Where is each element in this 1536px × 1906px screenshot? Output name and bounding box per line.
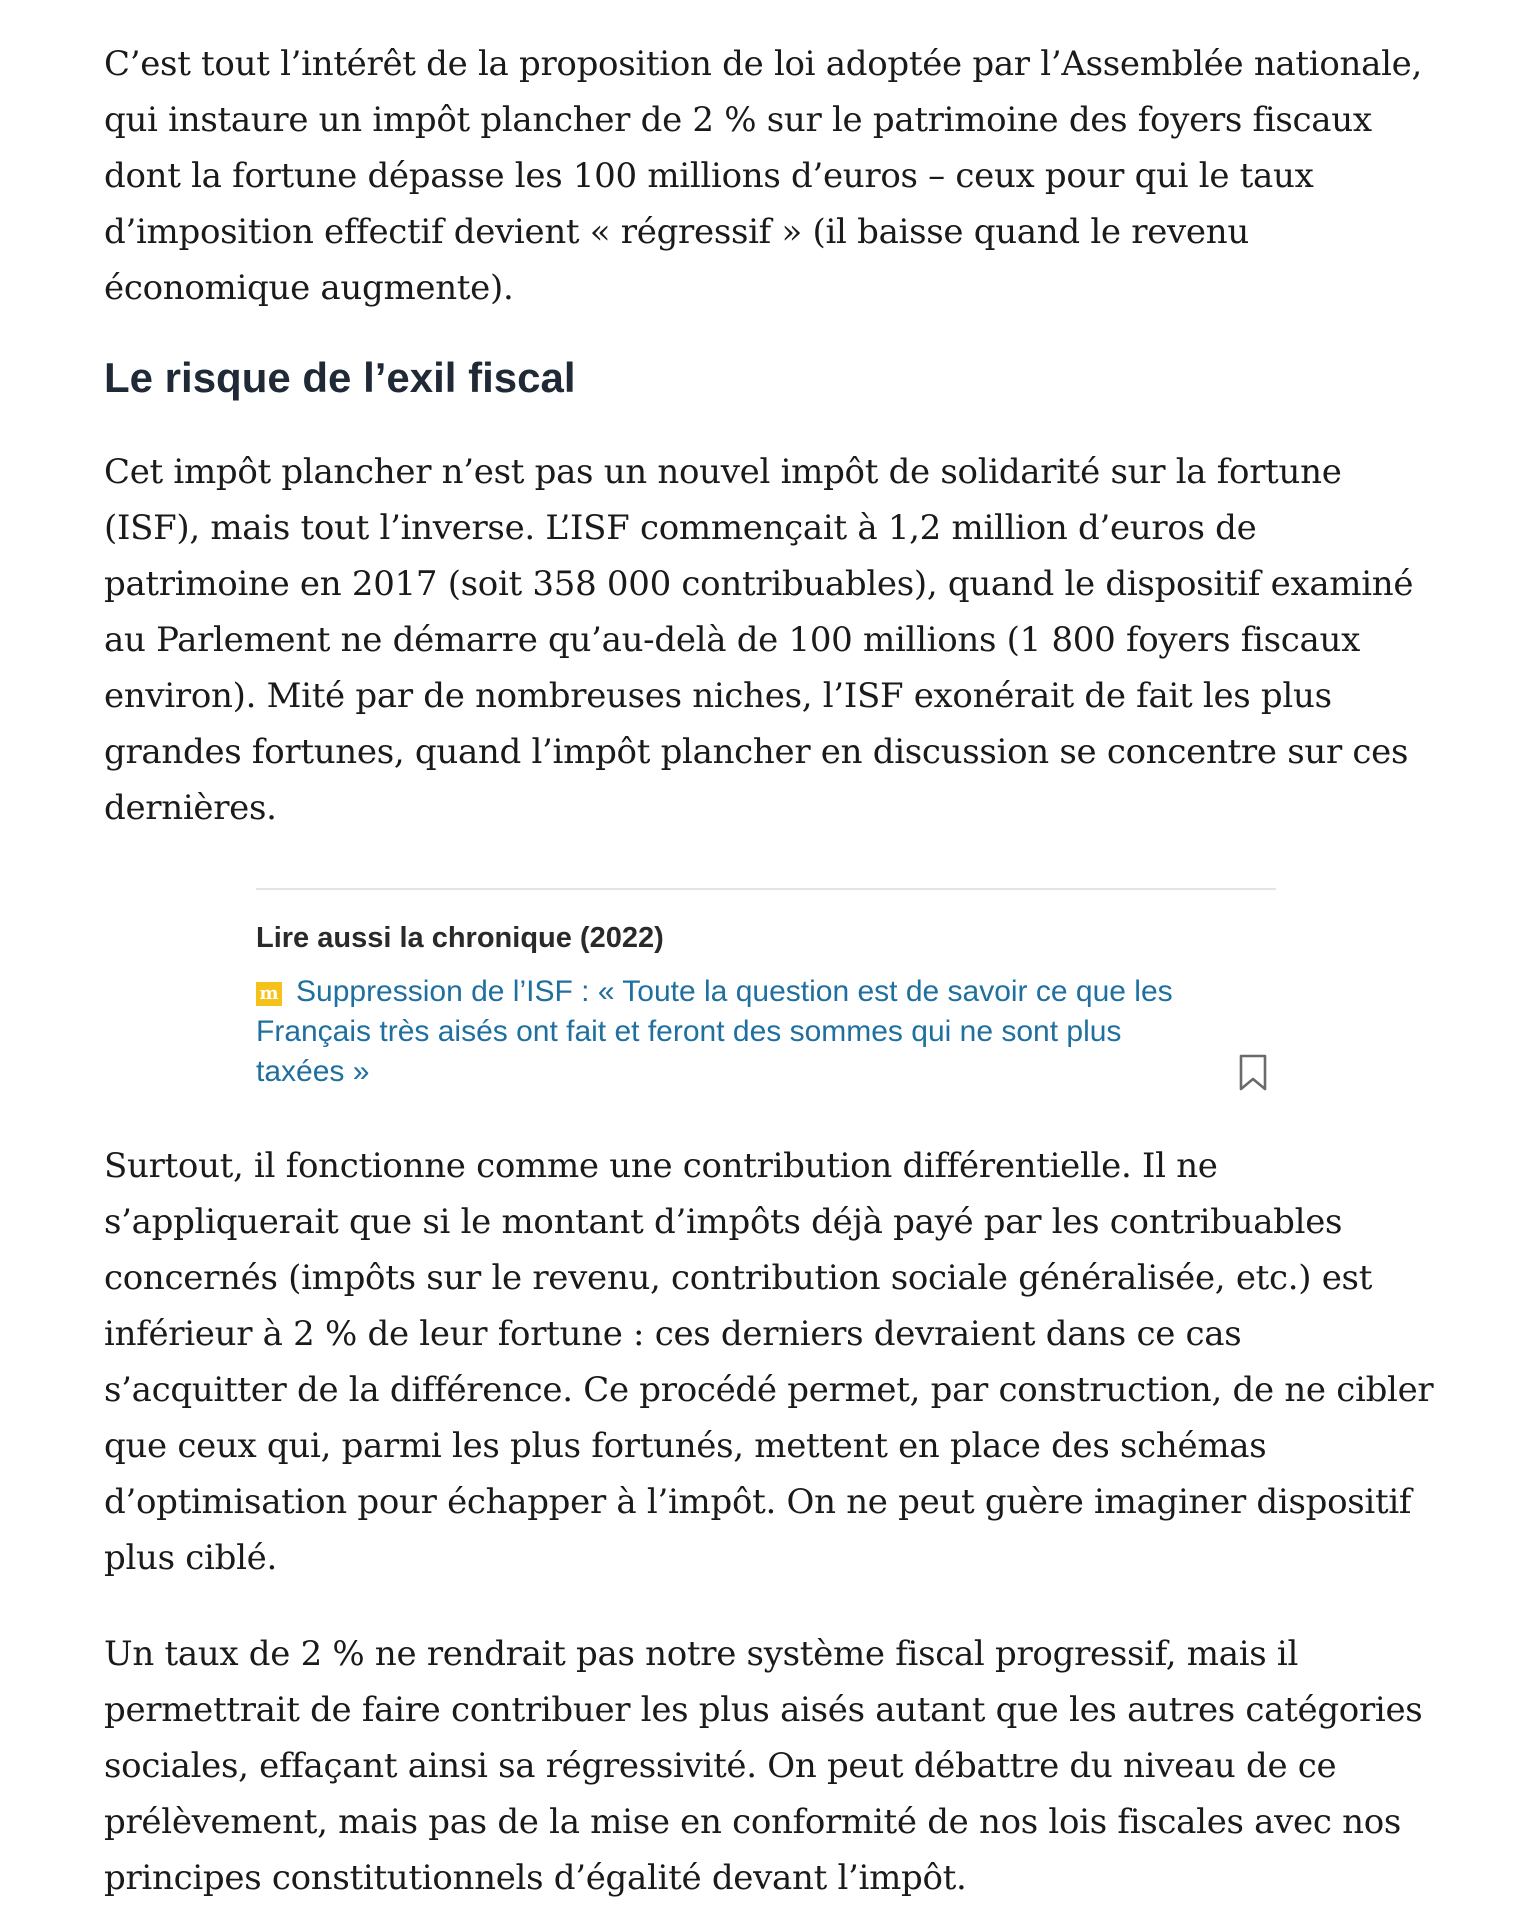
paragraph-conclusion: Un taux de 2 % ne rendrait pas notre système fiscal progressif, mais il permettrait de faire contribuer les plus aisés autant que les autres catégories sociales, effaçant ainsi sa régressivité. On peut débattre du niveau de ce prélèvement, mais pas de la mise en conformité de nos lois fiscales avec nos principes constitutionnels d’égalité devant l’impôt. xyxy=(104,1634,1423,1898)
related-kicker: Lire aussi la chronique (2022) xyxy=(256,922,664,954)
article-body-continued xyxy=(104,1138,1434,1906)
article-body xyxy=(104,36,1434,836)
related-article-link[interactable] xyxy=(256,972,1216,1092)
related-article-box xyxy=(256,888,1276,1088)
paragraph-differential: Surtout, il fonctionne comme une contribution différentielle. Il ne s’appliquerait que si le montant d’impôts déjà payé par les contribuables concernés (impôts sur le revenu, contribution sociale généralisée, etc.) est inférieur à 2 % de leur fortune : ces derniers devraient dans ce cas s’acquitter de la différence. Ce procédé permet, par construction, de ne cibler que ceux qui, parmi les plus fortunés, mettent en place des schémas d’optimisation pour échapper à l’impôt. On ne peut guère imaginer dispositif plus ciblé. xyxy=(104,1146,1434,1578)
related-article-title: Suppression de l’ISF : « Toute la question est de savoir ce que les Français très aisés ont fait et feront des sommes qui ne sont plus taxées » xyxy=(256,975,1173,1088)
paragraph-intro: C’est tout l’intérêt de la proposition de loi adoptée par l’Assemblée nationale, qui instaure un impôt plancher de 2 % sur le patrimoine des foyers fiscaux dont la fortune dépasse les 100 millions d’euros – ceux pour qui le taux d’imposition effectif devient « régressif » (il baisse quand le revenu économique augmente). xyxy=(104,44,1422,308)
section-heading: Le risque de l’exil fiscal xyxy=(104,354,576,401)
bookmark-icon[interactable] xyxy=(1238,1054,1268,1092)
paragraph-isf-comparison: Cet impôt plancher n’est pas un nouvel impôt de solidarité sur la fortune (ISF), mais tout l’inverse. L’ISF commençait à 1,2 million d’euros de patrimoine en 2017 (soit 358 000 contribuables), quand le dispositif examiné au Parlement ne démarre qu’au-delà de 100 millions (1 800 foyers fiscaux environ). Mité par de nombreuses niches, l’ISF exonérait de fait les plus grandes fortunes, quand l’impôt plancher en discussion se concentre sur ces dernières. xyxy=(104,452,1414,828)
premium-badge-icon: m xyxy=(256,982,282,1006)
